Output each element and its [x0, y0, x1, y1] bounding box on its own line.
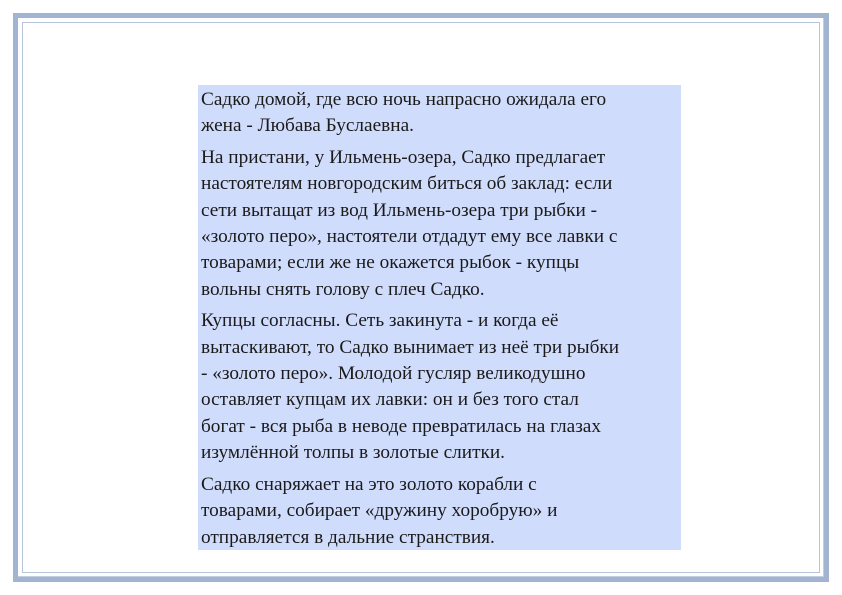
text-line: товарами, собирает «дружину хоробрую» и — [201, 500, 558, 522]
text-line: отправляется в дальние странствия. — [201, 526, 495, 548]
text-line: изумлённой толпы в золотые слитки. — [201, 442, 505, 464]
text-line: «золото перо», настоятели отдадут ему все лавки с — [201, 226, 618, 248]
text-box — [198, 85, 681, 550]
text-line: сети вытащат из вод Ильмень-озера три рыбки - — [201, 199, 598, 221]
text-line: настоятелям новгородским биться об заклад: если — [201, 173, 613, 195]
text-line: Садко снаряжает на это золото корабли с — [201, 473, 537, 495]
text-line: оставляет купцам их лавки: он и без того стал — [201, 389, 579, 411]
text-line: - «золото перо». Молодой гусляр великодушно — [201, 363, 586, 385]
paragraph-1 — [201, 87, 675, 140]
text-line: Садко домой, где всю ночь напрасно ожидала его — [201, 89, 607, 110]
text-line: На пристани, у Ильмень-озера, Садко предлагает — [201, 146, 606, 168]
text-line: жена - Любава Буслаевна. — [201, 115, 414, 137]
text-line: вытаскивают, то Садко вынимает из неё три рыбки — [201, 336, 620, 358]
paragraph-4 — [201, 472, 675, 551]
text-line: богат - вся рыба в неводе превратилась на глазах — [201, 415, 602, 437]
text-line: товарами; если же не окажется рыбок - купцы — [201, 252, 580, 274]
paragraph-2 — [201, 145, 675, 303]
text-line: вольны снять голову с плеч Садко. — [201, 278, 485, 300]
text-line: Купцы согласны. Сеть закинута - и когда её — [201, 310, 559, 332]
paragraph-3 — [201, 308, 675, 466]
